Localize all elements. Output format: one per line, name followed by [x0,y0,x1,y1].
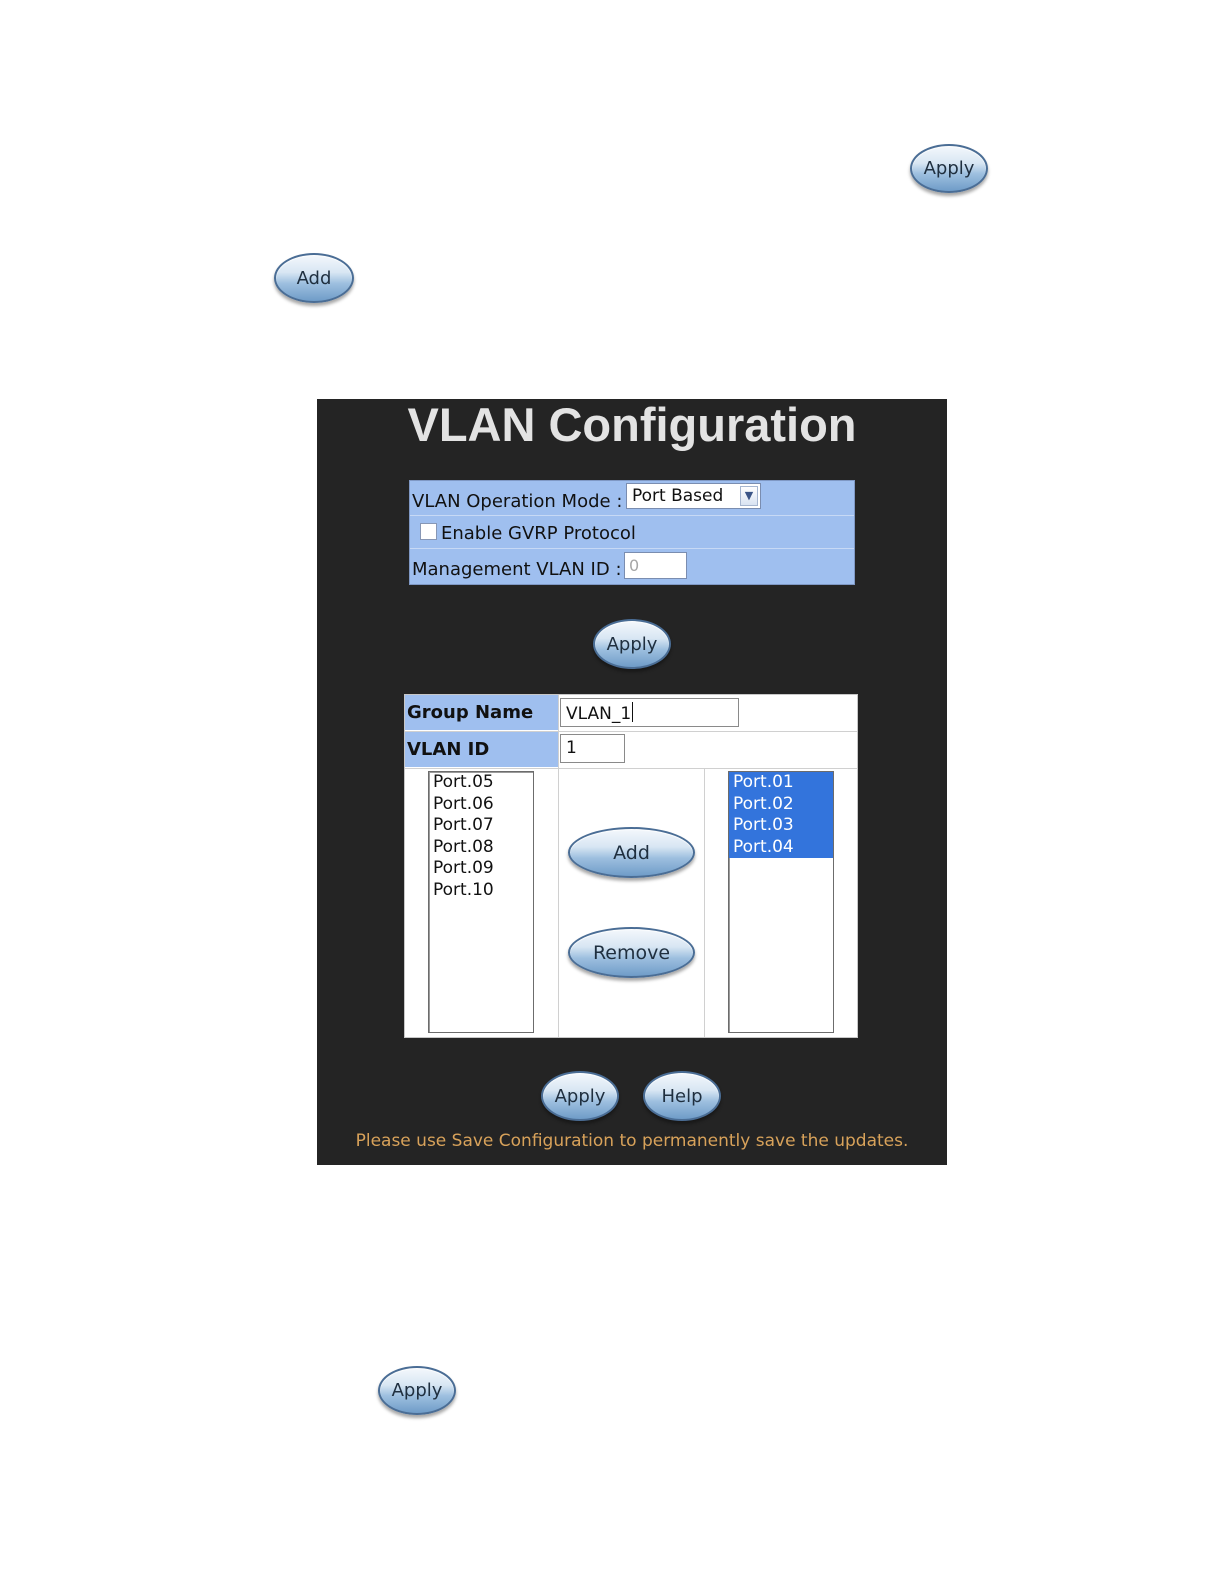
vlan-id-label: VLAN ID [405,732,558,767]
list-item[interactable]: Port.08 [433,836,494,857]
operation-mode-value: Port Based [632,486,724,506]
gvrp-checkbox[interactable] [420,523,437,540]
group-name-label: Group Name [405,695,558,730]
list-item[interactable]: Port.06 [433,793,494,814]
apply-group-button[interactable]: Apply [541,1071,619,1121]
add-button-top[interactable]: Add [274,253,354,303]
vlan-id-input[interactable]: 1 [560,734,625,763]
row-divider [405,768,857,769]
list-item[interactable]: Port.02 [729,794,833,816]
column-divider [558,695,559,1037]
vlan-group-table [404,694,858,1038]
vlan-mode-form [409,480,855,585]
mgmt-vlan-label: Management VLAN ID : [412,559,622,580]
row-divider [405,731,857,732]
remove-port-button[interactable]: Remove [568,927,695,978]
mgmt-vlan-input[interactable]: 0 [624,552,687,579]
list-item[interactable]: Port.07 [433,815,494,835]
gvrp-label: Enable GVRP Protocol [441,523,636,544]
save-notice: Please use Save Configuration to permanently save the updates. [355,1131,909,1151]
column-divider [704,769,705,1037]
operation-mode-label: VLAN Operation Mode : [412,491,623,512]
text-caret [632,702,633,722]
add-port-button[interactable]: Add [568,827,695,878]
list-item[interactable]: Port.05 [433,772,494,792]
member-ports-list[interactable] [728,771,834,1033]
available-ports-list[interactable] [428,771,534,1033]
gvrp-row [410,515,854,549]
list-item[interactable]: Port.09 [433,858,494,878]
operation-mode-select[interactable] [626,483,761,509]
operation-mode-row [410,481,854,514]
mgmt-vlan-row [410,548,854,582]
list-item[interactable]: Port.10 [433,879,494,900]
vlan-configuration-panel [317,399,947,1165]
chevron-down-icon[interactable]: ▼ [740,486,758,506]
list-item[interactable]: Port.03 [729,815,833,837]
help-button[interactable]: Help [643,1071,721,1121]
list-item[interactable]: Port.01 [729,772,833,794]
apply-button-top[interactable]: Apply [910,144,988,193]
apply-button-bottom[interactable]: Apply [378,1366,456,1415]
page-title: VLAN Configuration [407,398,857,451]
list-item[interactable]: Port.04 [729,837,833,859]
group-name-input[interactable] [560,698,739,727]
apply-mode-button[interactable]: Apply [593,619,671,669]
group-name-value: VLAN_1 [566,704,632,724]
